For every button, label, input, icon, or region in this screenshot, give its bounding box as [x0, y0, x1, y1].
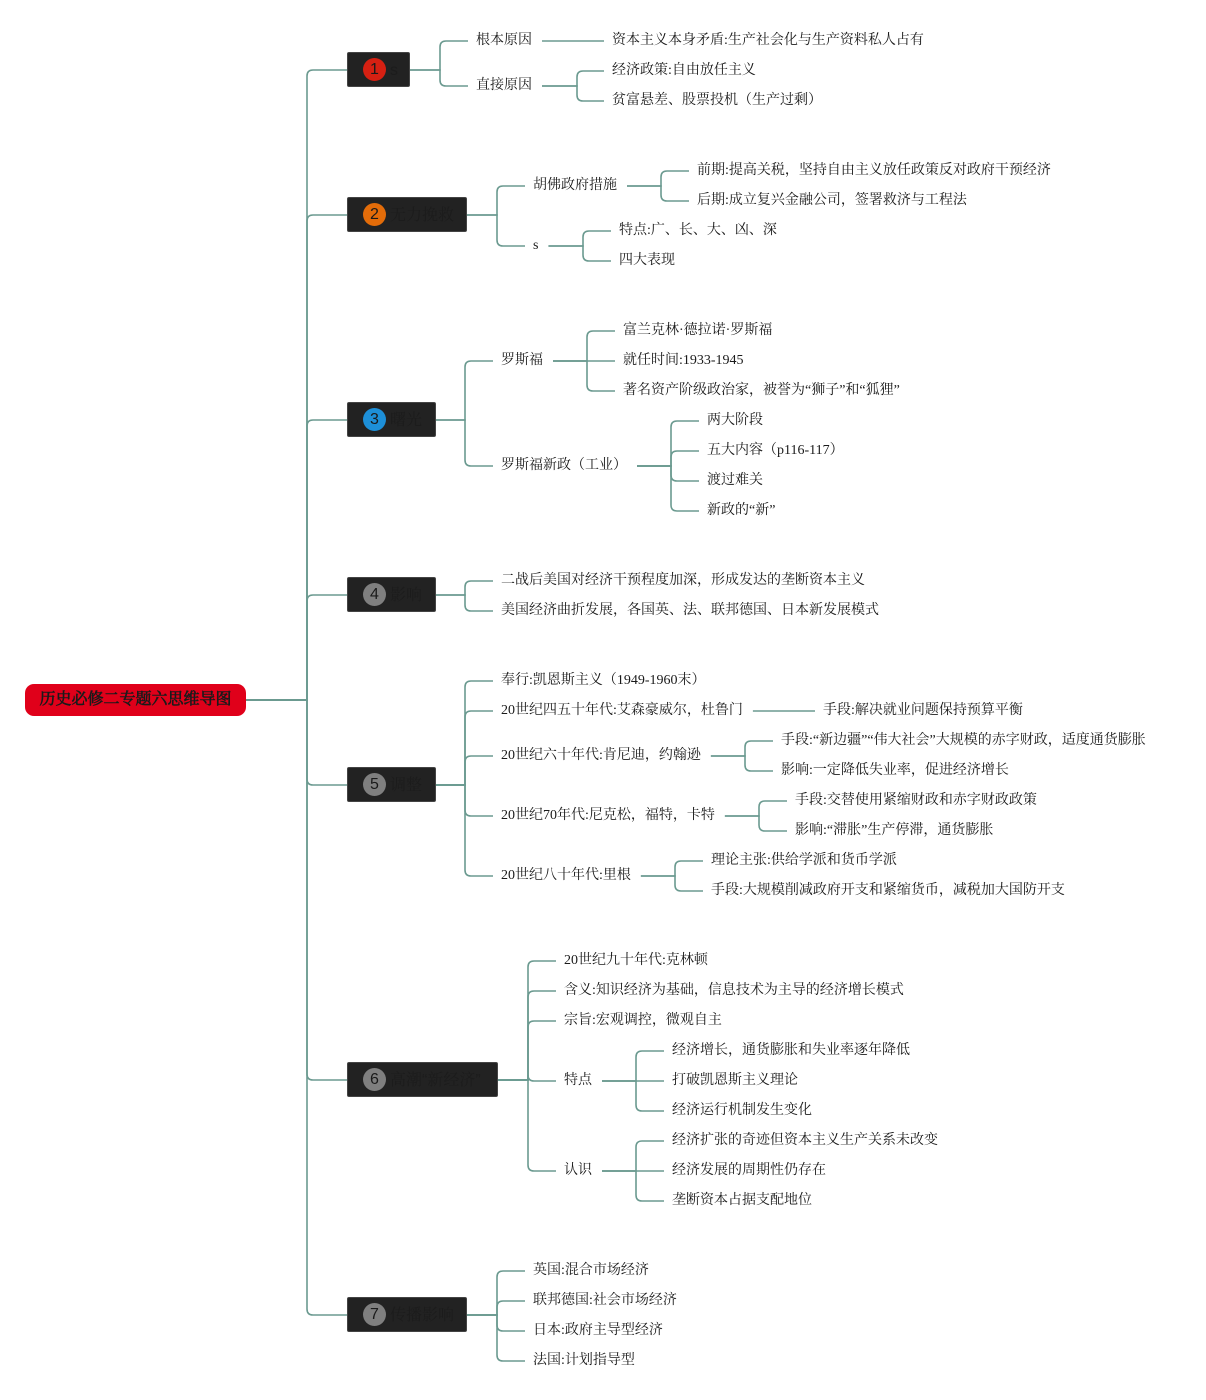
subtopic-connector: [602, 1051, 664, 1081]
topic-node[interactable]: 认识: [564, 1163, 592, 1178]
root-connector: [246, 595, 347, 700]
subtopic-node[interactable]: 后期:成立复兴金融公司，签署救济与工程法: [697, 193, 967, 208]
subtopic-connector: [548, 231, 611, 246]
subtopic-connector: [627, 171, 689, 186]
root-connector: [246, 700, 347, 1080]
branch-label: 曙光: [390, 412, 423, 429]
subtopic-node[interactable]: 经济政策:自由放任主义: [612, 63, 756, 78]
subtopic-node[interactable]: 就任时间:1933-1945: [623, 353, 744, 368]
branch-label: 高潮“新经济”: [390, 1072, 481, 1089]
topic-node[interactable]: 日本:政府主导型经济: [533, 1323, 663, 1338]
subtopic-node[interactable]: 手段:“新边疆”“伟大社会”大规模的赤字财政，适度通货膨胀: [781, 733, 1146, 748]
root-connector: [246, 70, 347, 700]
topic-node[interactable]: 20世纪六十年代:肯尼迪，约翰逊: [501, 748, 701, 763]
subtopic-node[interactable]: 手段:交替使用紧缩财政和赤字财政政策: [795, 793, 1037, 808]
branch-node-2[interactable]: [347, 197, 467, 232]
topic-node[interactable]: 含义:知识经济为基础，信息技术为主导的经济增长模式: [564, 983, 904, 998]
subtopic-connector: [627, 186, 689, 201]
topic-node[interactable]: 罗斯福: [501, 353, 543, 368]
topic-node[interactable]: 特点: [564, 1073, 592, 1088]
branch-connector-2: [467, 186, 525, 215]
topic-node[interactable]: 奉行:凯恩斯主义（1949-1960末）: [501, 673, 706, 688]
number-badge-icon: 5: [363, 773, 386, 796]
branch-connector-6: [498, 1080, 556, 1171]
topic-node[interactable]: 胡佛政府措施: [533, 178, 617, 193]
subtopic-node[interactable]: 打破凯恩斯主义理论: [672, 1073, 798, 1088]
subtopic-connector: [711, 756, 773, 771]
branch-connector-3: [436, 361, 493, 420]
branch-connector-1: [410, 41, 468, 70]
subtopic-connector: [542, 71, 604, 86]
topic-node[interactable]: 宗旨:宏观调控，微观自主: [564, 1013, 722, 1028]
number-badge-icon: 1: [363, 58, 386, 81]
branch-connector-1: [410, 70, 468, 86]
number-badge-icon: 7: [363, 1303, 386, 1326]
subtopic-connector: [641, 876, 703, 891]
subtopic-connector: [637, 466, 699, 481]
topic-node[interactable]: 20世纪八十年代:里根: [501, 868, 631, 883]
topic-node[interactable]: 美国经济曲折发展，各国英、法、联邦德国、日本新发展模式: [501, 603, 879, 618]
subtopic-node[interactable]: 手段:解决就业问题保持预算平衡: [823, 703, 1023, 718]
topic-node[interactable]: 20世纪70年代:尼克松，福特，卡特: [501, 808, 715, 823]
root-connector: [246, 215, 347, 700]
branch-connector-7: [467, 1301, 525, 1315]
topic-node[interactable]: 法国:计划指导型: [533, 1353, 635, 1368]
topic-node[interactable]: 联邦德国:社会市场经济: [533, 1293, 677, 1308]
branch-connector-5: [436, 785, 493, 876]
subtopic-node[interactable]: 特点:广、长、大、凶、深: [619, 223, 777, 238]
subtopic-connector: [602, 1141, 664, 1171]
topic-node[interactable]: s: [533, 238, 539, 253]
subtopic-connector: [637, 466, 699, 511]
branch-label: 调整: [390, 777, 423, 794]
branch-connector-7: [467, 1271, 525, 1315]
number-badge-icon: 2: [363, 203, 386, 226]
branch-node-1[interactable]: [347, 52, 410, 87]
subtopic-node[interactable]: 渡过难关: [707, 473, 763, 488]
branch-connector-4: [436, 581, 493, 595]
subtopic-connector: [602, 1081, 664, 1111]
branch-node-6[interactable]: [347, 1062, 498, 1097]
topic-node[interactable]: 20世纪九十年代:克林顿: [564, 953, 708, 968]
root-node[interactable]: 历史必修二专题六思维导图: [25, 684, 246, 716]
subtopic-node[interactable]: 新政的“新”: [707, 503, 776, 518]
subtopic-connector: [637, 451, 699, 466]
subtopic-connector: [553, 361, 615, 391]
branch-connector-3: [436, 420, 493, 466]
branch-connector-4: [436, 595, 493, 611]
subtopic-connector: [542, 86, 604, 101]
subtopic-node[interactable]: 富兰克林·德拉诺·罗斯福: [623, 323, 773, 338]
subtopic-node[interactable]: 理论主张:供给学派和货币学派: [711, 853, 897, 868]
subtopic-connector: [637, 421, 699, 466]
subtopic-node[interactable]: 垄断资本占据支配地位: [672, 1193, 812, 1208]
root-connector: [246, 700, 347, 785]
subtopic-connector: [711, 741, 773, 756]
subtopic-connector: [548, 246, 611, 261]
subtopic-node[interactable]: 四大表现: [619, 253, 675, 268]
subtopic-node[interactable]: 经济运行机制发生变化: [672, 1103, 812, 1118]
branch-connector-6: [498, 991, 556, 1080]
number-badge-icon: 6: [363, 1068, 386, 1091]
branch-label: 影响: [390, 587, 423, 604]
subtopic-node[interactable]: 资本主义本身矛盾:生产社会化与生产资料私人占有: [612, 33, 924, 48]
subtopic-node[interactable]: 影响:一定降低失业率，促进经济增长: [781, 763, 1009, 778]
branch-node-5[interactable]: [347, 767, 436, 802]
topic-node[interactable]: 二战后美国对经济干预程度加深，形成发达的垄断资本主义: [501, 573, 865, 588]
subtopic-connector: [725, 816, 787, 831]
branch-connector-6: [498, 1021, 556, 1080]
subtopic-node[interactable]: 经济发展的周期性仍存在: [672, 1163, 826, 1178]
number-badge-icon: 3: [363, 408, 386, 431]
subtopic-connector: [553, 331, 615, 361]
branch-label: 传播影响: [390, 1307, 455, 1324]
root-connector: [246, 420, 347, 700]
subtopic-node[interactable]: 前期:提高关税，坚持自由主义放任政策反对政府干预经济: [697, 163, 1051, 178]
subtopic-connector: [641, 861, 703, 876]
subtopic-node[interactable]: 影响:“滞胀”生产停滞，通货膨胀: [795, 823, 994, 838]
branch-connector-2: [467, 215, 525, 246]
branch-connector-5: [436, 756, 493, 785]
topic-node[interactable]: 20世纪四五十年代:艾森豪威尔，杜鲁门: [501, 703, 743, 718]
topic-node[interactable]: 罗斯福新政（工业）: [501, 458, 627, 473]
subtopic-node[interactable]: 五大内容（p116-117）: [707, 443, 844, 458]
branch-connector-7: [467, 1315, 525, 1361]
topic-node[interactable]: 英国:混合市场经济: [533, 1263, 649, 1278]
branch-node-4[interactable]: [347, 577, 436, 612]
subtopic-node[interactable]: 手段:大规模削减政府开支和紧缩货币，减税加大国防开支: [711, 883, 1065, 898]
subtopic-node[interactable]: 贫富悬差、股票投机（生产过剩）: [612, 93, 822, 108]
branch-connector-7: [467, 1315, 525, 1331]
branch-node-7[interactable]: [347, 1297, 467, 1332]
branch-label: 无力挽救: [390, 207, 455, 224]
subtopic-node[interactable]: 经济增长，通货膨胀和失业率逐年降低: [672, 1043, 910, 1058]
root-connector: [246, 700, 347, 1315]
topic-node[interactable]: 直接原因: [476, 78, 532, 93]
subtopic-node[interactable]: 两大阶段: [707, 413, 763, 428]
topic-node[interactable]: 根本原因: [476, 33, 532, 48]
subtopic-node[interactable]: 经济扩张的奇迹但资本主义生产关系未改变: [672, 1133, 938, 1148]
branch-label: s: [390, 62, 398, 79]
number-badge-icon: 4: [363, 583, 386, 606]
subtopic-connector: [602, 1171, 664, 1201]
subtopic-node[interactable]: 著名资产阶级政治家，被誉为“狮子”和“狐狸”: [623, 383, 900, 398]
branch-node-3[interactable]: [347, 402, 436, 437]
subtopic-connector: [725, 801, 787, 816]
